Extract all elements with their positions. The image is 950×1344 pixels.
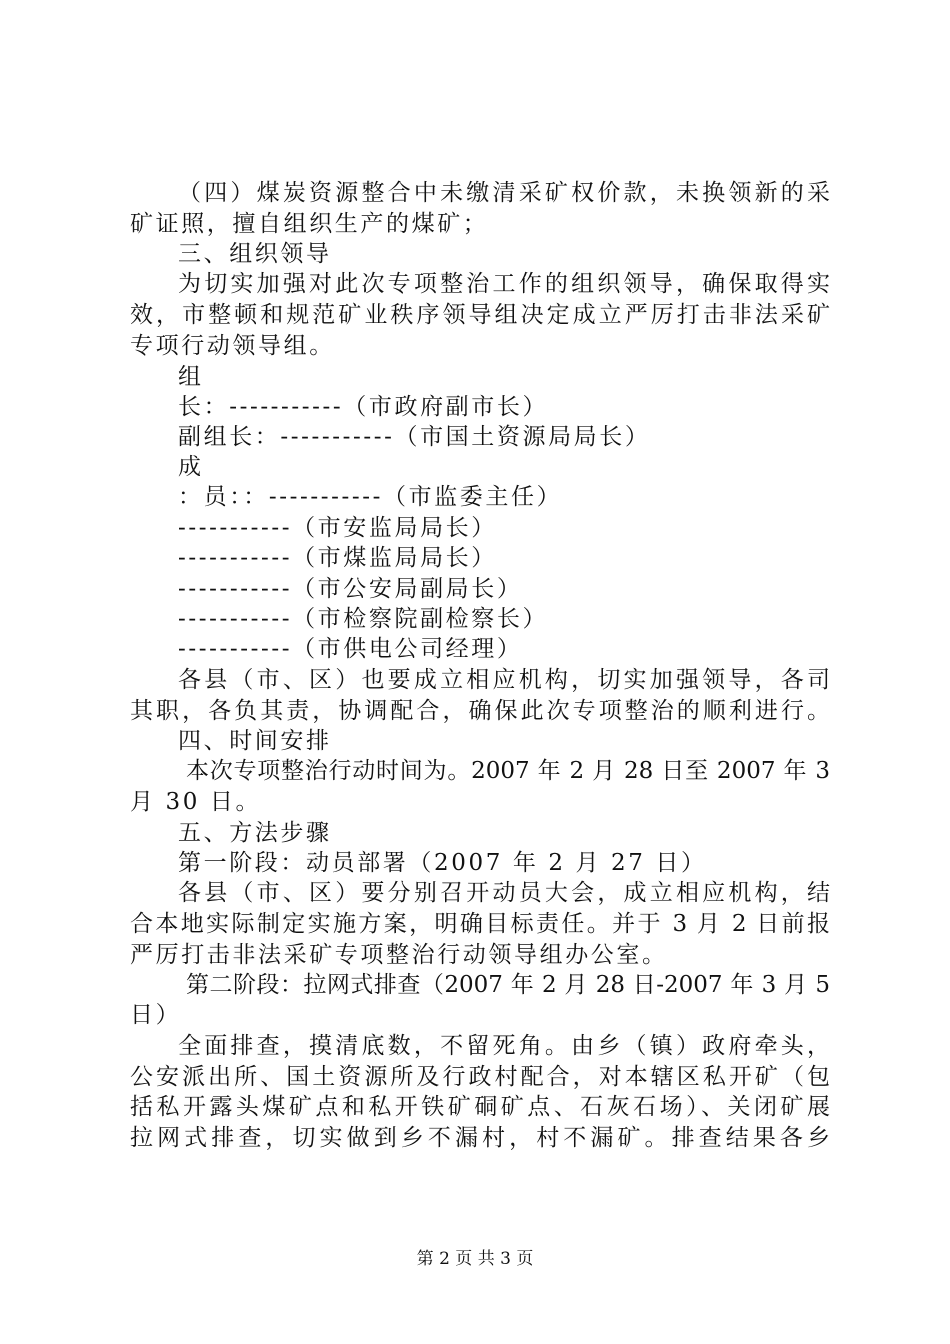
section-heading: 五、方法步骤 [178,820,332,846]
page-footer: 第 2 页 共 3 页 [416,1249,534,1269]
text-line: 第二阶段：拉网式排查（2007 年 2 月 28 日-2007 年 3 月 5 [186,972,830,998]
text-line: -----------（市安监局局长） [178,515,497,541]
text-line: 各县（市、区）要分别召开动员大会，成立相应机构，结 [178,880,830,906]
text-line: 严厉打击非法采矿专项整治行动领导组办公室。 [130,942,668,968]
text-line: 括私开露头煤矿点和私开铁矿硐矿点、石灰石场）、关闭矿展 [130,1094,830,1120]
text-line: 为切实加强对此次专项整治工作的组织领导，确保取得实 [178,271,830,297]
text-line: 其职，各负其责，协调配合，确保此次专项整治的顺利进行。 [130,698,830,724]
text-line: 拉网式排查，切实做到乡不漏村，村不漏矿。排查结果各乡 [130,1125,830,1151]
text-line: 第一阶段：动员部署（2007 年 2 月 27 日） [178,850,707,876]
text-line: -----------（市公安局副局长） [178,576,523,602]
text-line: -----------（市供电公司经理） [178,636,523,662]
text-line: （四）煤炭资源整合中未缴清采矿权价款，未换领新的采 [178,180,830,206]
text-line: -----------（市检察院副检察长） [178,606,549,632]
text-line: ：员：：-----------（市监委主任） [178,484,563,510]
text-line: 日） [130,1002,182,1028]
section-heading: 三、组织领导 [178,241,332,267]
text-line: 专项行动领导组。 [130,333,335,359]
text-line: 本次专项整治行动时间为。2007 年 2 月 28 日至 2007 年 3 [186,758,830,784]
text-line: 长：-----------（市政府副市长） [178,394,549,420]
text-line: 成 [178,454,204,480]
text-line: 合本地实际制定实施方案，明确目标责任。并于 3 月 2 日前报 [130,911,830,937]
text-line: 月 30 日。 [130,789,262,815]
text-line: 矿证照，擅自组织生产的煤矿； [130,211,489,237]
section-heading: 四、时间安排 [178,728,332,754]
text-line: 组 [178,364,204,390]
text-line: 效，市整顿和规范矿业秩序领导组决定成立严厉打击非法采矿 [130,302,830,328]
text-line: 各县（市、区）也要成立相应机构，切实加强领导，各司 [178,667,830,693]
text-line: 全面排查，摸清底数，不留死角。由乡（镇）政府牵头， [178,1033,830,1059]
text-line: 副组长：-----------（市国土资源局局长） [178,424,651,450]
text-line: 公安派出所、国土资源所及行政村配合，对本辖区私开矿（包 [130,1064,830,1090]
text-line: -----------（市煤监局局长） [178,545,497,571]
